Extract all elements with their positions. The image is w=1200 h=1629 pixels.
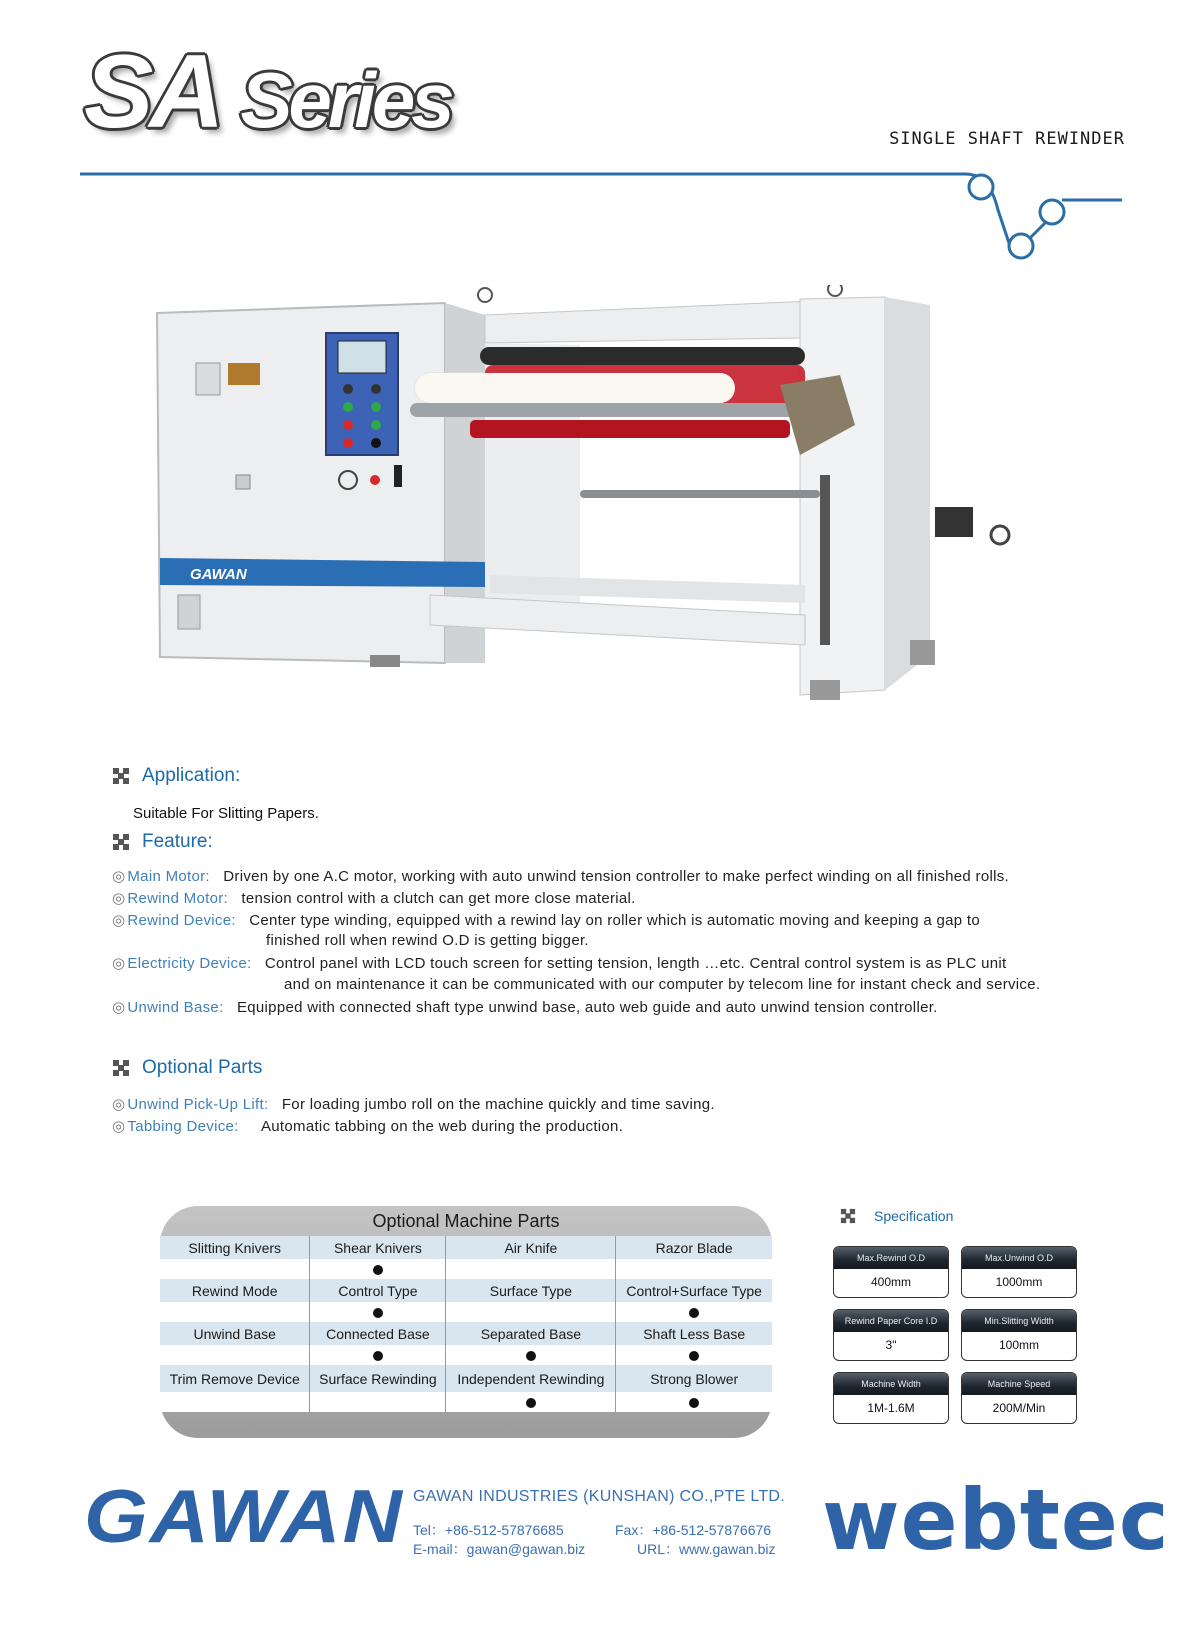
table-row-marks (160, 1302, 772, 1322)
gawan-logo: GAWAN (84, 1474, 404, 1559)
webtec-logo: webtec (822, 1471, 1170, 1569)
table-cell: Slitting Knivers (160, 1236, 310, 1259)
table-cell: Trim Remove Device (160, 1365, 310, 1392)
section-marker-icon (112, 767, 130, 785)
series-title-series: Series (240, 56, 451, 144)
mark-cell (616, 1302, 772, 1322)
mark-cell (310, 1392, 446, 1412)
optional-item (112, 1095, 715, 1113)
contact-fax: Fax：+86-512-57876676 (615, 1522, 772, 1538)
available-dot-icon (373, 1351, 383, 1361)
available-dot-icon (689, 1308, 699, 1318)
feature-item-text: Driven by one A.C motor, working with auto unwind tension controller to make perfect winding on all finished rolls. (223, 868, 1010, 885)
feature-item-text: tension control with a clutch can get more close material. (241, 890, 636, 907)
mark-cell (160, 1259, 310, 1279)
spec-value: 400mm (870, 1275, 911, 1289)
contact-email[interactable]: E-mail：gawan@gawan.biz (413, 1541, 586, 1557)
bullet-ring-icon: ◎ (112, 1096, 126, 1113)
optional-item-label: Tabbing Device: (127, 1118, 239, 1135)
spec-label: Rewind Paper Core I.D (834, 1310, 948, 1332)
page-subtitle: SINGLE SHAFT REWINDER (889, 129, 1125, 149)
optional-machine-parts-table (160, 1236, 772, 1412)
mark-cell (160, 1392, 310, 1412)
bullet-ring-icon: ◎ (112, 1118, 126, 1135)
table-cell: Rewind Mode (160, 1279, 310, 1302)
table-cell: Unwind Base (160, 1322, 310, 1345)
application-heading-text: Application: (142, 765, 241, 786)
series-title (84, 34, 451, 150)
table-cell: Independent Rewinding (446, 1365, 616, 1392)
mark-cell (446, 1345, 616, 1365)
mark-cell (160, 1345, 310, 1365)
table-row (160, 1236, 772, 1259)
table-cell: Surface Type (446, 1279, 616, 1302)
table-row-marks (160, 1259, 772, 1279)
bullet-ring-icon: ◎ (112, 999, 126, 1016)
feature-item-continuation: finished roll when rewind O.D is getting bigger. (266, 932, 589, 949)
available-dot-icon (373, 1265, 383, 1275)
table-cell: Shaft Less Base (616, 1322, 772, 1345)
specification-heading-text: Specification (874, 1208, 954, 1224)
mark-cell (616, 1345, 772, 1365)
mark-cell (616, 1392, 772, 1412)
spec-card (833, 1246, 949, 1298)
application-text: Suitable For Slitting Papers. (133, 805, 319, 822)
optional-parts-heading-text: Optional Parts (142, 1057, 263, 1078)
table-cell: Shear Knivers (310, 1236, 446, 1259)
section-marker-icon (840, 1208, 856, 1224)
available-dot-icon (689, 1398, 699, 1408)
optional-item-text: Automatic tabbing on the web during the production. (260, 1118, 624, 1135)
spec-card (833, 1372, 949, 1424)
optional-machine-parts-title: Optional Machine Parts (372, 1211, 560, 1231)
mark-cell (616, 1259, 772, 1279)
optional-item-label: Unwind Pick-Up Lift: (127, 1096, 269, 1113)
feature-item-label: Main Motor: (127, 868, 210, 885)
feature-item-label: Rewind Device: (127, 912, 236, 929)
table-row (160, 1279, 772, 1302)
section-marker-icon (112, 1059, 130, 1077)
bullet-ring-icon: ◎ (112, 890, 126, 907)
mark-cell (310, 1302, 446, 1322)
bullet-ring-icon: ◎ (112, 955, 126, 972)
bullet-ring-icon: ◎ (112, 868, 126, 885)
available-dot-icon (526, 1398, 536, 1408)
available-dot-icon (373, 1308, 383, 1318)
series-title-sa: SA (84, 34, 221, 150)
feature-item-text: Center type winding, equipped with a rewind lay on roller which is automatic moving and keeping a gap to (249, 912, 980, 929)
spec-card (961, 1246, 1077, 1298)
table-cell: Surface Rewinding (310, 1365, 446, 1392)
machine-photo (140, 285, 1060, 745)
spec-label: Machine Width (834, 1373, 948, 1395)
table-cell: Separated Base (446, 1322, 616, 1345)
feature-item-label: Rewind Motor: (127, 890, 228, 907)
spec-card (961, 1309, 1077, 1361)
mark-cell (310, 1259, 446, 1279)
feature-item (112, 954, 1006, 972)
feature-item-label: Electricity Device: (127, 955, 252, 972)
machine-brand-label: GAWAN (190, 566, 247, 583)
header-rule-decoration (0, 150, 1200, 270)
table-row (160, 1365, 772, 1392)
optional-item-text: For loading jumbo roll on the machine quickly and time saving. (281, 1096, 715, 1113)
company-name: GAWAN INDUSTRIES (KUNSHAN) CO.,PTE LTD. (413, 1488, 786, 1505)
table-cell: Razor Blade (616, 1236, 772, 1259)
table-cell: Strong Blower (616, 1365, 772, 1392)
mark-cell (446, 1259, 616, 1279)
spec-label: Max.Rewind O.D (834, 1247, 948, 1269)
spec-value: 100mm (998, 1338, 1039, 1352)
feature-heading-text: Feature: (142, 831, 213, 852)
table-cell: Control+Surface Type (616, 1279, 772, 1302)
feature-item (112, 867, 1009, 885)
mark-cell (446, 1302, 616, 1322)
feature-item-label: Unwind Base: (127, 999, 224, 1016)
feature-item-continuation: and on maintenance it can be communicated with our computer by telecom line for instant check and service. (284, 976, 1041, 993)
contact-url[interactable]: URL：www.gawan.biz (637, 1541, 776, 1557)
available-dot-icon (689, 1351, 699, 1361)
specification-heading (840, 1208, 953, 1224)
feature-item (112, 998, 938, 1016)
contact-tel: Tel：+86-512-57876685 (413, 1522, 564, 1538)
table-cell: Air Knife (446, 1236, 616, 1259)
optional-parts-heading (112, 1057, 262, 1079)
spec-label: Min.Slitting Width (962, 1310, 1076, 1332)
bullet-ring-icon: ◎ (112, 912, 126, 929)
application-heading (112, 765, 240, 787)
feature-item (112, 911, 980, 929)
feature-item (112, 889, 636, 907)
spec-value: 1M-1.6M (867, 1401, 915, 1415)
spec-value: 3" (885, 1338, 897, 1352)
mark-cell (160, 1302, 310, 1322)
table-row (160, 1322, 772, 1345)
table-row-marks (160, 1392, 772, 1412)
spec-label: Max.Unwind O.D (962, 1247, 1076, 1269)
section-marker-icon (112, 833, 130, 851)
available-dot-icon (526, 1351, 536, 1361)
spec-label: Machine Speed (962, 1373, 1076, 1395)
spec-card (833, 1309, 949, 1361)
table-cell: Connected Base (310, 1322, 446, 1345)
feature-item-text: Control panel with LCD touch screen for setting tension, length …etc. Central control system is as PLC unit (264, 955, 1007, 972)
spec-value: 200M/Min (992, 1401, 1046, 1415)
feature-heading (112, 831, 213, 853)
table-row-marks (160, 1345, 772, 1365)
feature-item-text: Equipped with connected shaft type unwind base, auto web guide and auto unwind tension controller. (236, 999, 938, 1016)
mark-cell (446, 1392, 616, 1412)
optional-item (112, 1117, 623, 1135)
mark-cell (310, 1345, 446, 1365)
table-cell: Control Type (310, 1279, 446, 1302)
spec-value: 1000mm (995, 1275, 1043, 1289)
spec-card (961, 1372, 1077, 1424)
